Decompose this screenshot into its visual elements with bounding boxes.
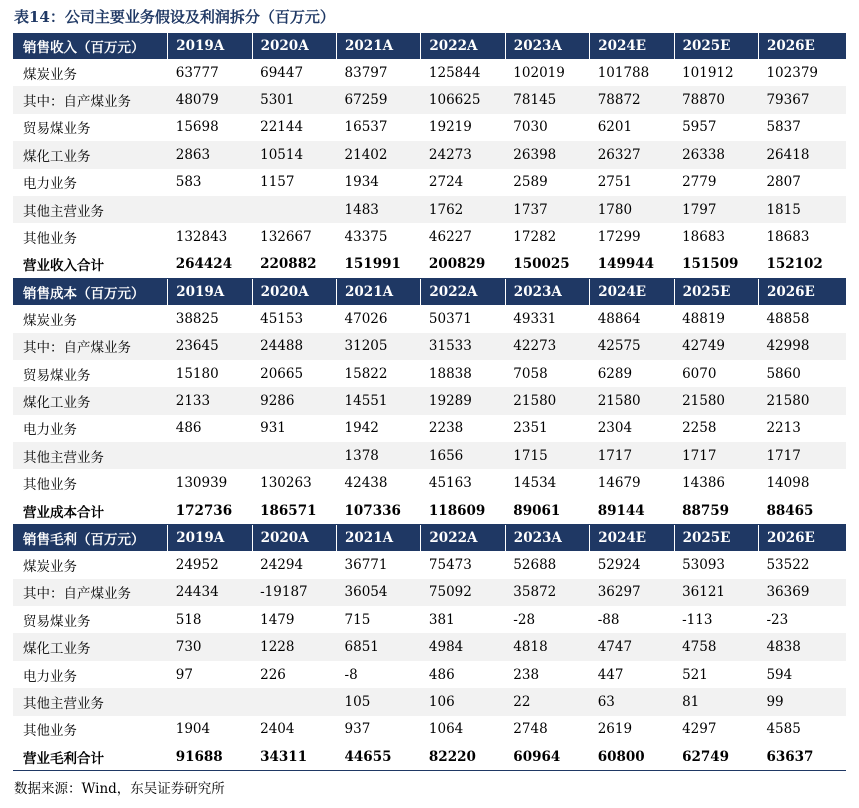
row-label: 其他业务: [23, 231, 77, 248]
total-value-cell: 152102: [758, 251, 846, 279]
value-cell: 9286: [252, 387, 336, 414]
table-row: [13, 579, 846, 606]
total-value-cell: 60800: [590, 743, 674, 771]
value-cell: 6851: [337, 633, 421, 660]
value-cell: 594: [766, 666, 793, 683]
value-cell: 2238: [428, 420, 464, 437]
year-header-cell: 2026E: [758, 279, 846, 306]
total-label: 营业毛利合计: [13, 743, 168, 771]
year-header-cell: 2020A: [252, 279, 336, 306]
row-label: 电力业务: [23, 422, 77, 439]
value-cell: 18683: [766, 229, 810, 246]
value-cell: 63: [590, 688, 674, 715]
value-cell: 45163: [428, 475, 472, 492]
value-cell: 24294: [260, 556, 304, 573]
value-cell: 7030: [513, 119, 548, 136]
value-cell: 53522: [766, 556, 810, 573]
table-row: [13, 333, 846, 360]
value-cell: 2807: [766, 174, 801, 191]
value-cell: 31205: [337, 333, 421, 360]
row-label: 电力业务: [23, 668, 77, 685]
value-cell: 47026: [344, 310, 388, 327]
value-cell: 75092: [421, 579, 505, 606]
value-cell: 381: [428, 611, 455, 628]
table-row: [13, 223, 846, 250]
value-cell: 52924: [597, 556, 641, 573]
value-cell: 6201: [597, 119, 633, 136]
value-cell: 15822: [344, 365, 388, 382]
value-cell: 730: [168, 633, 252, 660]
row-label: 其中：自产煤业务: [13, 333, 168, 360]
value-cell: 67259: [337, 86, 421, 113]
value-cell: 2589: [513, 174, 548, 191]
table-row: [13, 305, 846, 332]
value-cell: 2258: [682, 420, 717, 437]
value-cell: 21580: [674, 387, 758, 414]
row-label: 煤炭业务: [23, 66, 77, 83]
value-cell: 486: [428, 666, 455, 683]
total-value-cell: 107336: [337, 497, 421, 525]
row-label: 其他主营业务: [13, 442, 168, 469]
value-cell: 36121: [674, 579, 758, 606]
year-header-cell: 2025E: [674, 525, 758, 552]
value-cell: 6289: [597, 365, 633, 382]
value-cell: 81: [674, 688, 758, 715]
value-cell: 78872: [590, 86, 674, 113]
value-cell: 101788: [597, 64, 650, 81]
value-cell: 21580: [590, 387, 674, 414]
year-header-cell: 2024E: [590, 525, 674, 552]
table-row: [13, 442, 846, 469]
table-row: [13, 606, 846, 633]
year-header-cell: 2022A: [421, 33, 505, 59]
year-header-cell: 2021A: [337, 279, 421, 306]
table-row: [13, 360, 846, 387]
value-cell: 132667: [260, 229, 312, 246]
value-cell: 238: [513, 666, 540, 683]
value-cell: 2863: [168, 141, 252, 168]
table-row: [13, 59, 846, 86]
value-cell: [168, 688, 252, 715]
total-value-cell: 89144: [590, 497, 674, 525]
total-value-cell: 118609: [421, 497, 505, 525]
value-cell: 132843: [175, 229, 228, 246]
value-cell: [252, 442, 336, 469]
total-value-cell: 264424: [168, 251, 252, 279]
value-cell: 24273: [421, 141, 505, 168]
total-value-cell: 63637: [758, 743, 846, 771]
value-cell: -8: [344, 666, 358, 683]
row-label: 电力业务: [23, 176, 77, 193]
value-cell: 75473: [428, 556, 472, 573]
value-cell: 97: [175, 666, 193, 683]
value-cell: 14679: [597, 475, 641, 492]
row-label: 煤化工业务: [13, 387, 168, 414]
value-cell: 42575: [590, 333, 674, 360]
value-cell: 101912: [682, 64, 734, 81]
financial-table: [13, 33, 846, 771]
table-row: [13, 633, 846, 660]
total-label: 营业成本合计: [13, 497, 168, 525]
row-label: 煤炭业务: [23, 312, 77, 329]
value-cell: 36054: [337, 579, 421, 606]
table-row: [13, 114, 846, 141]
value-cell: 14534: [513, 475, 557, 492]
value-cell: 50371: [428, 310, 472, 327]
value-cell: 715: [344, 611, 371, 628]
total-value-cell: 82220: [421, 743, 505, 771]
table-row: [13, 86, 846, 113]
year-header-cell: 2025E: [674, 279, 758, 306]
total-label: 营业收入合计: [13, 251, 168, 279]
value-cell: 4984: [421, 633, 505, 660]
table-row: [13, 415, 846, 442]
value-cell: 1737: [505, 196, 589, 223]
value-cell: 23645: [168, 333, 252, 360]
table-row: [13, 169, 846, 196]
value-cell: 2351: [513, 420, 548, 437]
value-cell: 106625: [421, 86, 505, 113]
table-row: [13, 551, 846, 578]
value-cell: 78870: [674, 86, 758, 113]
value-cell: 125844: [428, 64, 481, 81]
value-cell: 21580: [505, 387, 589, 414]
value-cell: 931: [260, 420, 286, 437]
value-cell: 19219: [428, 119, 472, 136]
value-cell: 21402: [337, 141, 421, 168]
value-cell: 26327: [590, 141, 674, 168]
section-header-row: [13, 33, 846, 59]
value-cell: 521: [682, 666, 708, 683]
row-label: 其他主营业务: [13, 196, 168, 223]
year-header-cell: 2023A: [505, 279, 589, 306]
value-cell: 18838: [428, 365, 472, 382]
value-cell: 130939: [175, 475, 228, 492]
value-cell: 130263: [260, 475, 312, 492]
value-cell: -19187: [252, 579, 336, 606]
table-row: [13, 469, 846, 496]
value-cell: 4818: [505, 633, 589, 660]
value-cell: 42749: [674, 333, 758, 360]
value-cell: 15180: [175, 365, 219, 382]
total-value-cell: 34311: [252, 743, 336, 771]
total-value-cell: 220882: [252, 251, 336, 279]
value-cell: 36297: [590, 579, 674, 606]
value-cell: 1157: [260, 174, 295, 191]
value-cell: 18683: [682, 229, 726, 246]
total-value-cell: 60964: [505, 743, 589, 771]
value-cell: 1717: [758, 442, 846, 469]
year-header-cell: 2019A: [168, 525, 252, 552]
value-cell: 79367: [758, 86, 846, 113]
table-title: 表14：公司主要业务假设及利润拆分（百万元）: [14, 8, 335, 26]
value-cell: 1717: [674, 442, 758, 469]
value-cell: 17282: [513, 229, 557, 246]
section-header-label: 销售成本（百万元）: [13, 279, 168, 306]
year-header-cell: 2024E: [590, 33, 674, 59]
value-cell: 36771: [344, 556, 388, 573]
value-cell: 2779: [682, 174, 717, 191]
section-header-row: [13, 279, 846, 306]
value-cell: 2404: [260, 721, 295, 738]
value-cell: 937: [344, 721, 371, 738]
row-label: 贸易煤业务: [23, 613, 91, 630]
value-cell: 14386: [682, 475, 726, 492]
value-cell: 2213: [766, 420, 801, 437]
value-cell: 518: [175, 611, 202, 628]
value-cell: 48079: [168, 86, 252, 113]
value-cell: 48858: [766, 310, 810, 327]
value-cell: 69447: [260, 64, 304, 81]
year-header-cell: 2020A: [252, 525, 336, 552]
value-cell: [168, 196, 252, 223]
year-header-cell: 2022A: [421, 525, 505, 552]
value-cell: 20665: [260, 365, 304, 382]
value-cell: 42273: [505, 333, 589, 360]
value-cell: 22: [505, 688, 589, 715]
value-cell: 1797: [674, 196, 758, 223]
total-value-cell: 186571: [252, 497, 336, 525]
row-label: 煤化工业务: [13, 633, 168, 660]
value-cell: 49331: [513, 310, 557, 327]
value-cell: 99: [758, 688, 846, 715]
value-cell: 1934: [344, 174, 379, 191]
year-header-cell: 2026E: [758, 33, 846, 59]
value-cell: 24488: [252, 333, 336, 360]
value-cell: 83797: [344, 64, 388, 81]
value-cell: 52688: [513, 556, 557, 573]
year-header-cell: 2019A: [168, 279, 252, 306]
year-header-cell: 2020A: [252, 33, 336, 59]
value-cell: 22144: [260, 119, 304, 136]
value-cell: 42438: [344, 475, 388, 492]
value-cell: 226: [260, 666, 286, 683]
value-cell: 1762: [421, 196, 505, 223]
total-value-cell: 89061: [505, 497, 589, 525]
total-value-cell: 44655: [337, 743, 421, 771]
value-cell: 78145: [505, 86, 589, 113]
value-cell: 24434: [168, 579, 252, 606]
value-cell: 1064: [428, 721, 464, 738]
value-cell: 2751: [597, 174, 633, 191]
table-row: [13, 716, 846, 743]
total-value-cell: 88759: [674, 497, 758, 525]
value-cell: 1479: [260, 611, 295, 628]
total-value-cell: 149944: [590, 251, 674, 279]
total-value-cell: 172736: [168, 497, 252, 525]
section-header-label: 销售毛利（百万元）: [13, 525, 168, 552]
value-cell: -28: [513, 611, 536, 628]
value-cell: 1904: [175, 721, 211, 738]
row-label: 其他业务: [23, 477, 77, 494]
year-header-cell: 2025E: [674, 33, 758, 59]
value-cell: 5301: [252, 86, 336, 113]
value-cell: 53093: [682, 556, 726, 573]
year-header-cell: 2026E: [758, 525, 846, 552]
value-cell: 63777: [175, 64, 219, 81]
year-header-cell: 2022A: [421, 279, 505, 306]
total-value-cell: 62749: [674, 743, 758, 771]
value-cell: 48819: [682, 310, 726, 327]
value-cell: 1815: [758, 196, 846, 223]
row-label: 其中：自产煤业务: [13, 86, 168, 113]
table-row: [13, 196, 846, 223]
value-cell: 4838: [758, 633, 846, 660]
total-value-cell: 151991: [337, 251, 421, 279]
value-cell: 15698: [175, 119, 219, 136]
value-cell: -88: [597, 611, 620, 628]
value-cell: [252, 196, 336, 223]
value-cell: 102019: [513, 64, 565, 81]
value-cell: 21580: [758, 387, 846, 414]
value-cell: 106: [421, 688, 505, 715]
table-row: [13, 141, 846, 168]
value-cell: 5837: [766, 119, 801, 136]
value-cell: 10514: [252, 141, 336, 168]
value-cell: 2619: [597, 721, 633, 738]
row-label: 其他主营业务: [13, 688, 168, 715]
value-cell: 1483: [337, 196, 421, 223]
table-row: [13, 688, 846, 715]
value-cell: 6070: [682, 365, 717, 382]
value-cell: 26418: [758, 141, 846, 168]
value-cell: 5860: [766, 365, 801, 382]
value-cell: 1228: [252, 633, 336, 660]
value-cell: 4747: [590, 633, 674, 660]
value-cell: 42998: [758, 333, 846, 360]
value-cell: 1717: [590, 442, 674, 469]
value-cell: 105: [337, 688, 421, 715]
row-label: 其他业务: [23, 723, 77, 740]
year-header-cell: 2019A: [168, 33, 252, 59]
value-cell: -23: [766, 611, 789, 628]
value-cell: 4585: [766, 721, 801, 738]
value-cell: 1780: [590, 196, 674, 223]
section-header-label: 销售收入（百万元）: [13, 33, 168, 59]
value-cell: 43375: [344, 229, 388, 246]
total-value-cell: 151509: [674, 251, 758, 279]
value-cell: 2304: [597, 420, 633, 437]
value-cell: 36369: [758, 579, 846, 606]
value-cell: 1378: [337, 442, 421, 469]
row-label: 贸易煤业务: [23, 367, 91, 384]
row-label: 煤炭业务: [23, 558, 77, 575]
year-header-cell: 2023A: [505, 33, 589, 59]
value-cell: 17299: [597, 229, 641, 246]
value-cell: 45153: [260, 310, 304, 327]
value-cell: 26398: [505, 141, 589, 168]
row-label: 贸易煤业务: [23, 121, 91, 138]
year-header-cell: 2021A: [337, 525, 421, 552]
value-cell: 31533: [421, 333, 505, 360]
value-cell: 1942: [344, 420, 379, 437]
value-cell: 102379: [766, 64, 819, 81]
value-cell: 447: [597, 666, 624, 683]
value-cell: 2748: [513, 721, 548, 738]
table-row: [13, 661, 846, 688]
value-cell: 38825: [175, 310, 219, 327]
row-label: 煤化工业务: [13, 141, 168, 168]
value-cell: [252, 688, 336, 715]
source-note: 数据来源：Wind，东吴证券研究所: [14, 781, 225, 797]
year-header-cell: 2023A: [505, 525, 589, 552]
value-cell: 1715: [505, 442, 589, 469]
value-cell: 14551: [337, 387, 421, 414]
value-cell: [168, 442, 252, 469]
value-cell: 46227: [428, 229, 472, 246]
value-cell: 486: [175, 420, 202, 437]
total-value-cell: 91688: [168, 743, 252, 771]
total-row: [13, 497, 846, 525]
value-cell: -113: [682, 611, 713, 628]
value-cell: 14098: [766, 475, 810, 492]
value-cell: 19289: [421, 387, 505, 414]
value-cell: 1656: [421, 442, 505, 469]
row-label: 其中：自产煤业务: [13, 579, 168, 606]
total-row: [13, 251, 846, 279]
value-cell: 4758: [674, 633, 758, 660]
year-header-cell: 2021A: [337, 33, 421, 59]
year-header-cell: 2024E: [590, 279, 674, 306]
value-cell: 26338: [674, 141, 758, 168]
total-value-cell: 88465: [758, 497, 846, 525]
total-row: [13, 743, 846, 771]
value-cell: 7058: [513, 365, 548, 382]
value-cell: 4297: [682, 721, 717, 738]
total-value-cell: 200829: [421, 251, 505, 279]
value-cell: 35872: [505, 579, 589, 606]
value-cell: 24952: [175, 556, 219, 573]
value-cell: 16537: [344, 119, 388, 136]
value-cell: 48864: [597, 310, 641, 327]
value-cell: 2133: [168, 387, 252, 414]
section-header-row: [13, 525, 846, 552]
value-cell: 5957: [682, 119, 717, 136]
total-value-cell: 150025: [505, 251, 589, 279]
value-cell: 2724: [428, 174, 464, 191]
value-cell: 583: [175, 174, 202, 191]
table-row: [13, 387, 846, 414]
